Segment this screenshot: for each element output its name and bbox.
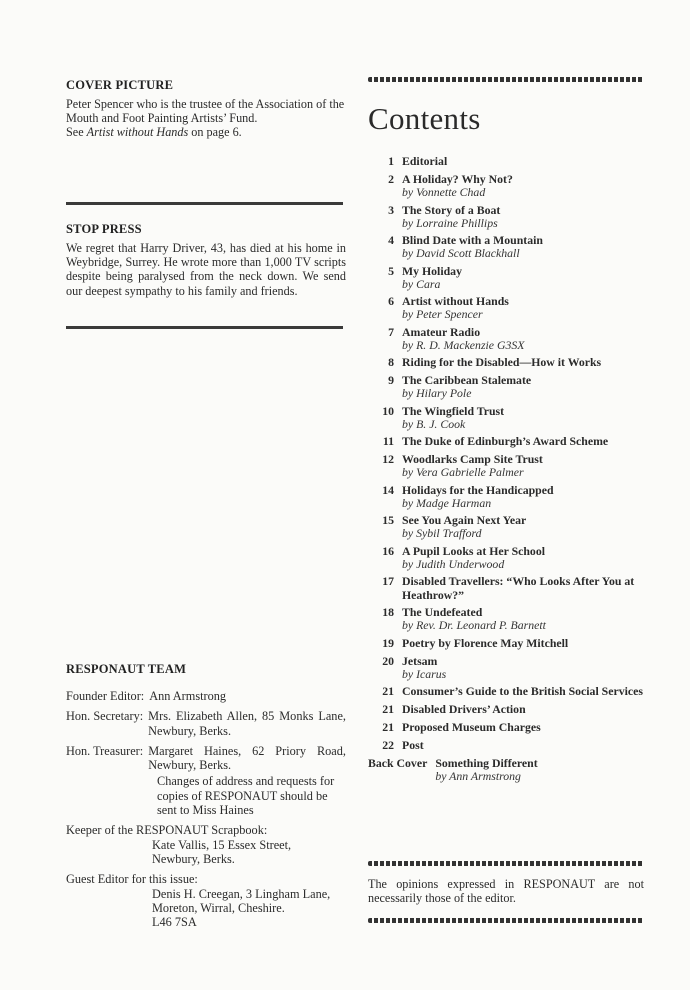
contents-entry: [368, 203, 648, 231]
contents-page-number: 8: [388, 355, 394, 369]
contents-entry-title: A Pupil Looks at Her School: [402, 543, 546, 558]
contents-entry-title: Woodlarks Camp Site Trust: [402, 452, 543, 466]
contents-title: Contents: [368, 101, 481, 136]
contents-entry: [368, 434, 648, 449]
contents-entry-author: by Judith Underwood: [402, 556, 505, 571]
cover-picture-heading: COVER PICTURE: [66, 78, 174, 92]
contents-list: [368, 154, 648, 787]
decorative-wavy-rule: [368, 918, 644, 923]
contents-page-number: 18: [382, 605, 394, 619]
contents-entry: [368, 684, 648, 699]
contents-entry-title: The Caribbean Stalemate: [402, 373, 532, 387]
team-guest-label: Guest Editor for this issue:: [66, 872, 198, 887]
contents-entry: [368, 294, 648, 322]
team-keeper-label: Keeper of the RESPONAUT Scrapbook:: [66, 823, 268, 838]
contents-page-number: 15: [382, 513, 394, 527]
contents-entry: [368, 154, 648, 169]
contents-entry: [368, 264, 648, 292]
contents-entry-author: by Cara: [402, 276, 441, 291]
contents-entry: [368, 325, 648, 353]
contents-entry-author: by Ann Armstrong: [435, 769, 521, 783]
stop-press-heading: STOP PRESS: [66, 222, 142, 236]
contents-entry-title: Poetry by Florence May Mitchell: [402, 635, 569, 650]
contents-entry-author: by Vera Gabrielle Palmer: [402, 465, 524, 479]
team-treasurer: Hon. Treasurer: Margaret Haines, 62 Priory Road, Newbury, Berks.: [66, 743, 346, 773]
contents-entry-title: The Duke of Edinburgh’s Award Scheme: [402, 434, 609, 448]
contents-page-number: 2: [388, 172, 394, 186]
contents-page-number: 14: [382, 482, 394, 497]
contents-entry-author: by Hilary Pole: [402, 386, 472, 400]
contents-entry-author: by Vonnette Chad: [402, 185, 486, 199]
team-guest-line2: Moreton, Wirral, Cheshire.: [152, 900, 285, 915]
divider: [66, 326, 343, 329]
contents-page-number: 9: [388, 373, 394, 387]
team-keeper-value: Kate Vallis, 15 Essex Street, Newbury, Berks.: [152, 837, 292, 866]
contents-entry-author: by Rev. Dr. Leonard P. Barnett: [402, 618, 546, 632]
contents-page-number: 10: [382, 403, 394, 418]
contents-page-number: 21: [382, 684, 394, 698]
contents-entry-title: Consumer’s Guide to the British Social Services: [402, 684, 643, 698]
contents-entry: [368, 605, 648, 633]
contents-entry-title: See You Again Next Year: [402, 513, 527, 527]
contents-entry-author: by Icarus: [402, 666, 447, 681]
divider: [66, 202, 343, 205]
disclaimer-text: The opinions expressed in RESPONAUT are not necessarily those of the editor.: [368, 877, 644, 906]
contents-entry-author: by Lorraine Phillips: [402, 215, 498, 230]
contents-page-number: 5: [388, 263, 394, 278]
contents-page-number: 22: [382, 738, 394, 752]
contents-page-number: 19: [382, 635, 394, 650]
contents-entry: [368, 452, 648, 480]
decorative-wavy-rule: [368, 861, 644, 866]
cover-see-link: Artist without Hands: [86, 125, 189, 140]
contents-entry: [368, 172, 648, 200]
contents-entry-author: by Madge Harman: [402, 495, 492, 510]
team-founder: Founder Editor: Ann Armstrong: [66, 689, 227, 703]
contents-entry: [368, 738, 648, 753]
contents-entry-title: Holidays for the Handicapped: [402, 482, 554, 497]
contents-page-number: 12: [382, 452, 394, 466]
contents-entry: [368, 720, 648, 735]
contents-entry: [368, 544, 648, 572]
team-list: [66, 689, 346, 929]
contents-entry-title: The Wingfield Trust: [402, 403, 505, 418]
contents-entry: [368, 483, 648, 511]
team-secretary: Hon. Secretary: Mrs. Elizabeth Allen, 85 Monks Lane, Newbury, Berks.: [66, 709, 346, 738]
contents-entry: [368, 574, 648, 602]
contents-entry: [368, 355, 648, 370]
stop-press-text: We regret that Harry Driver, 43, has died at his home in Weybridge, Surrey. He wrote more than 1,000 TV scripts despite being paralysed from the neck down. We send our deepest sympathy to his family and friends.: [66, 241, 346, 298]
contents-page-number: 3: [388, 202, 394, 217]
contents-entry-title: A Holiday? Why Not?: [402, 172, 513, 186]
contents-entry: [368, 233, 648, 261]
contents-entry-author: by Sybil Trafford: [402, 526, 482, 540]
contents-page-number: 20: [382, 653, 394, 668]
team-treasurer-note: Changes of address and requests for copies of RESPONAUT should be sent to Miss Haines: [157, 774, 335, 818]
contents-entry-title: Editorial: [402, 154, 448, 168]
contents-entry-title: Something Different: [435, 756, 538, 770]
contents-entry-author: by Peter Spencer: [402, 307, 483, 321]
contents-entry: [368, 756, 648, 784]
contents-page-number: 17: [382, 574, 394, 588]
contents-entry-title: Riding for the Disabled—How it Works: [402, 355, 602, 369]
contents-page-number: 16: [382, 543, 394, 558]
contents-entry-title: The Story of a Boat: [402, 202, 501, 217]
contents-entry: [368, 513, 648, 541]
contents-entry: [368, 702, 648, 717]
contents-page-number: 1: [388, 154, 394, 168]
team-guest-line1: Denis H. Creegan, 3 Lingham Lane,: [152, 886, 331, 901]
team-heading: RESPONAUT TEAM: [66, 662, 187, 676]
cover-picture-caption: Peter Spencer who is the trustee of the Association of the Mouth and Foot Painting Artists’ Fund. See Artist without Hands on page 6.: [66, 97, 345, 140]
contents-entry: [368, 636, 648, 651]
contents-entry-title: My Holiday: [402, 263, 462, 278]
contents-entry-title: Blind Date with a Mountain: [402, 233, 543, 247]
contents-entry-title: Jetsam: [402, 653, 438, 668]
contents-entry: [368, 654, 648, 682]
contents-entry-title: Proposed Museum Charges: [402, 720, 541, 734]
contents-entry-title: Disabled Travellers: “Who Looks After You at Heathrow?”: [402, 574, 635, 602]
contents-entry-author: by David Scott Blackhall: [402, 246, 520, 260]
contents-entry-author: by B. J. Cook: [402, 416, 466, 431]
contents-page-number: 4: [388, 233, 394, 247]
contents-entry-title: Artist without Hands: [402, 294, 509, 308]
team-guest-line3: L46 7SA: [152, 915, 197, 930]
contents-entry: [368, 373, 648, 401]
contents-entry-author: by R. D. Mackenzie G3SX: [402, 337, 525, 352]
contents-page-number: Back Cover: [368, 756, 428, 770]
contents-entry-title: Disabled Drivers’ Action: [402, 702, 526, 716]
contents-entry-title: Post: [402, 738, 424, 752]
contents-page-number: 21: [382, 702, 394, 716]
decorative-wavy-rule: [368, 77, 644, 82]
contents-page-number: 11: [382, 434, 394, 448]
contents-page-number: 6: [388, 294, 394, 308]
contents-entry-title: Amateur Radio: [402, 324, 481, 339]
contents-entry-title: The Undefeated: [402, 605, 483, 619]
contents-page-number: 7: [388, 324, 394, 339]
contents-entry: [368, 404, 648, 432]
contents-page-number: 21: [382, 720, 394, 734]
